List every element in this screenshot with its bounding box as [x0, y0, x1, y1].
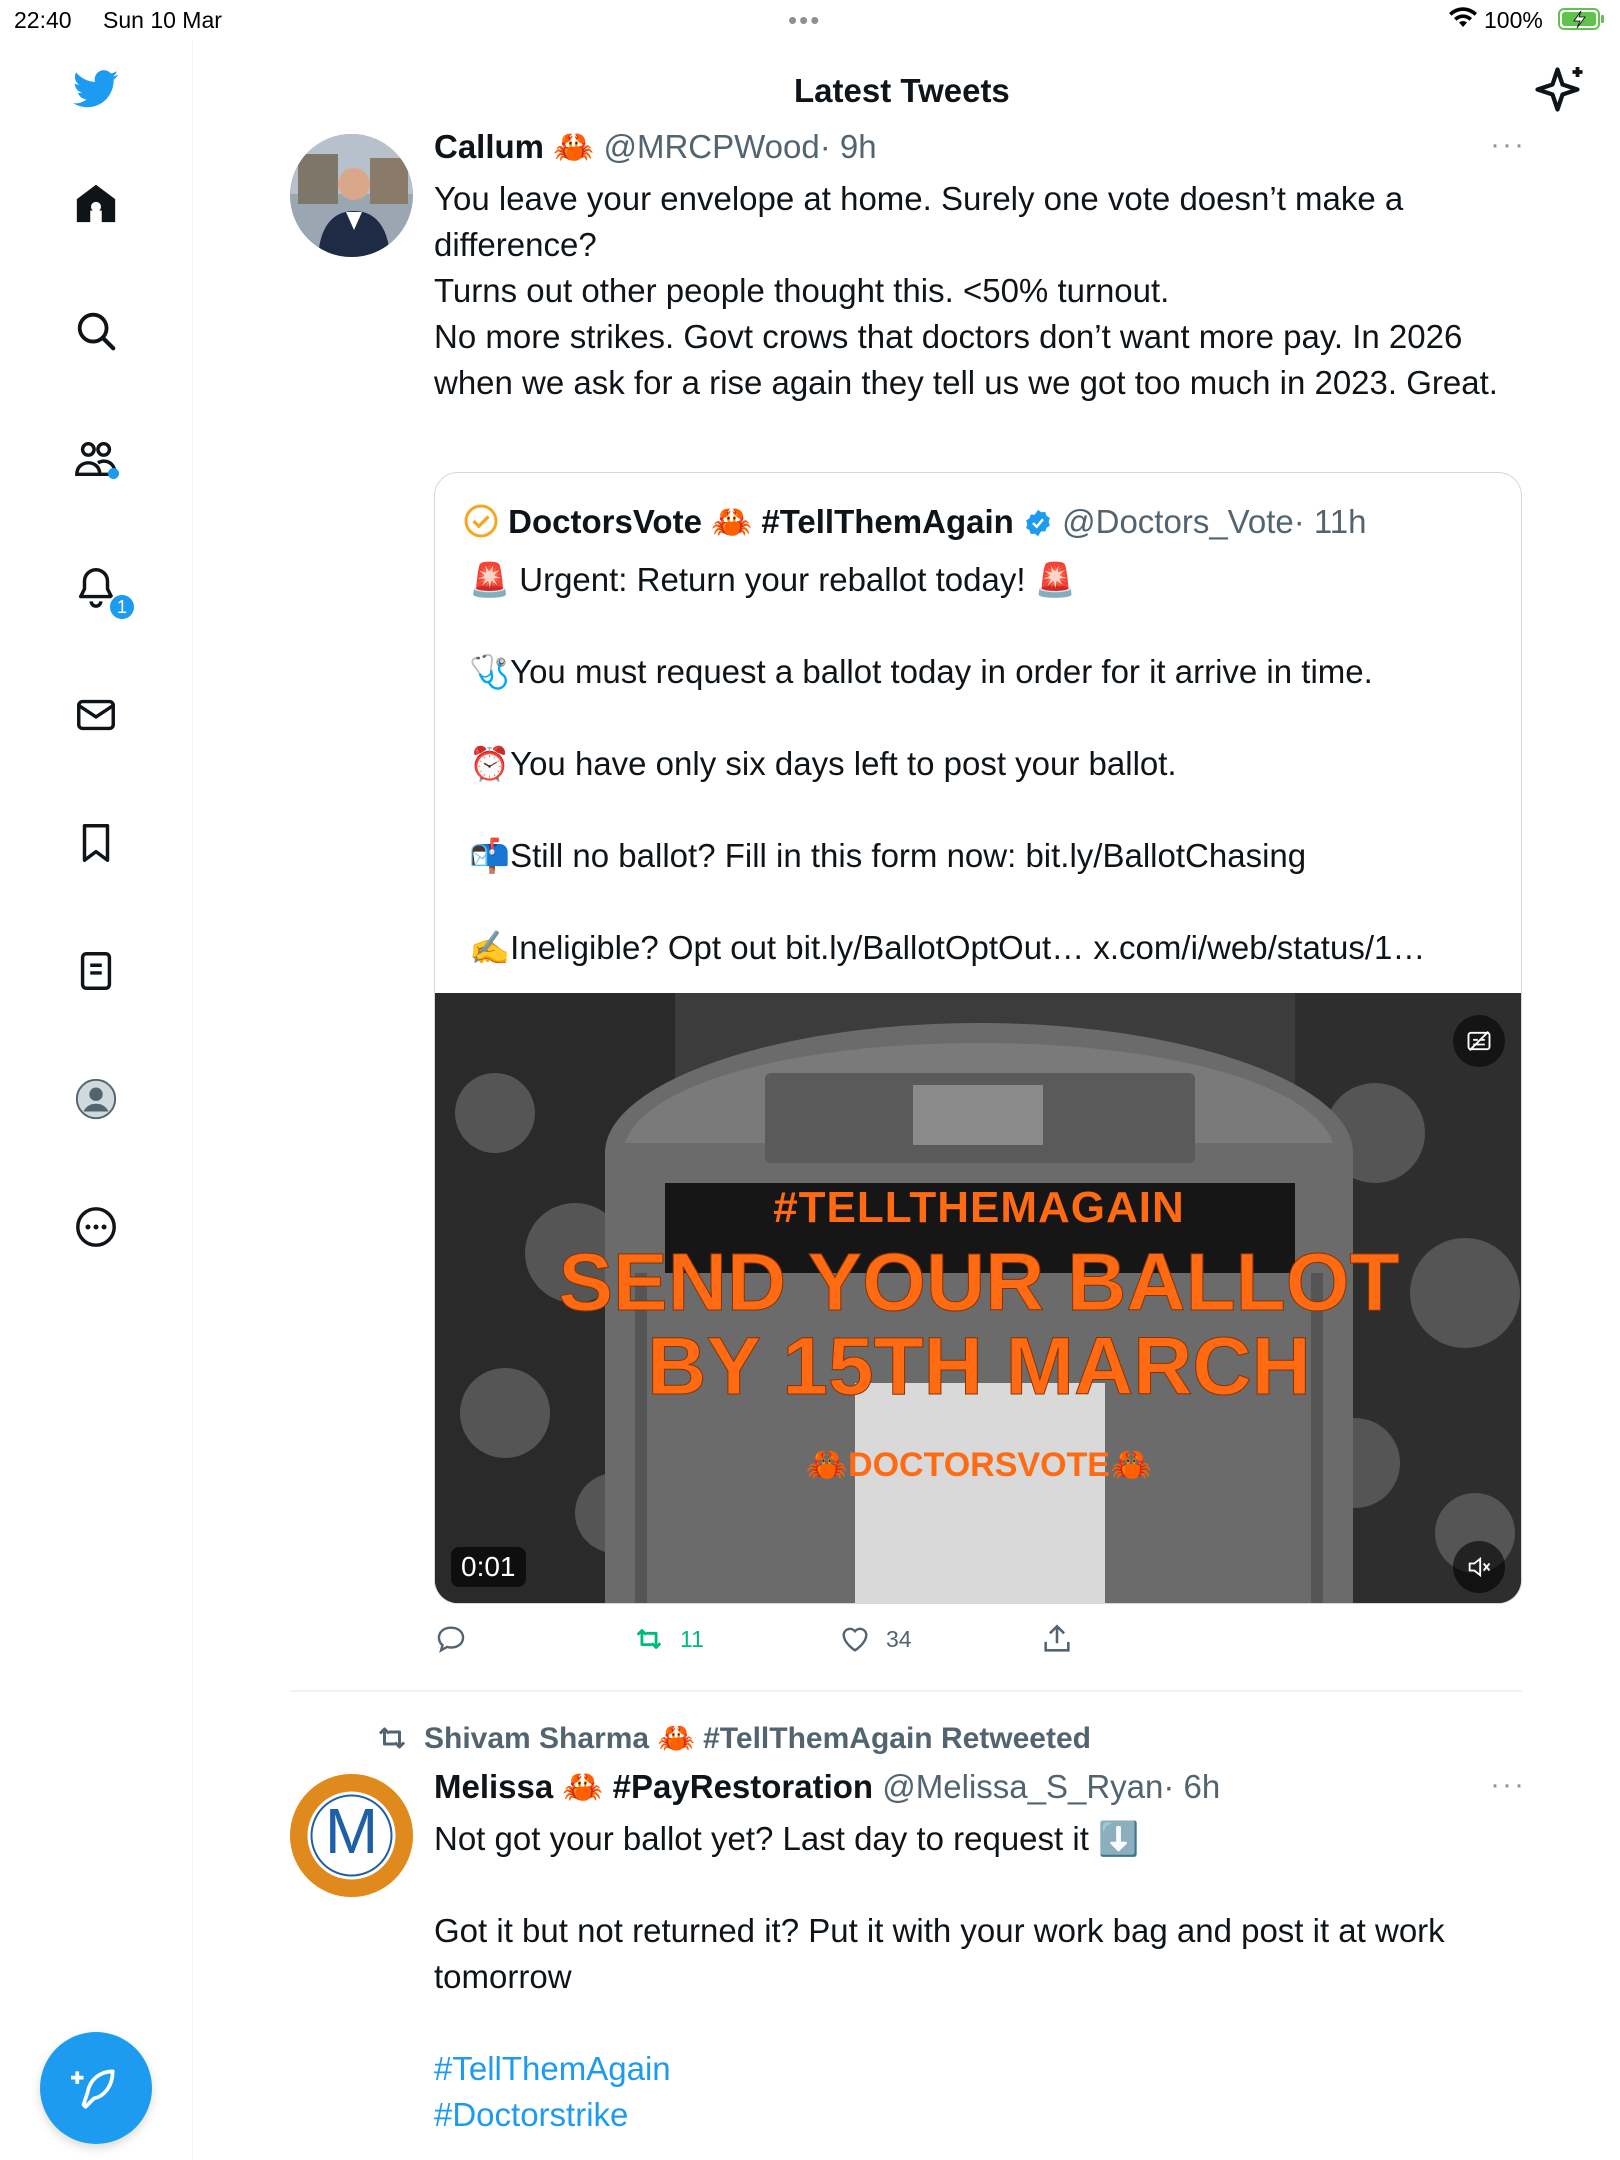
tweet-body: You leave your envelope at home. Surely one vote doesn’t make a difference? Turns out other people thought this. <50% turnout. No more strikes. Govt crows that doctors don’t want more pay. In 2026 when we ask for a rise again they tell us we got too much in 2023. Great. [434, 180, 1498, 401]
tweet-header [434, 128, 877, 167]
tweet-header [434, 1768, 1220, 1807]
compose-tweet-button[interactable] [40, 2032, 152, 2144]
retweeted-by-line [374, 1720, 1091, 1756]
avatar-letter: M [324, 1795, 379, 1867]
notifications-badge: 1 [108, 593, 136, 621]
multitasking-dots-icon[interactable]: ••• [788, 5, 822, 35]
reply-button[interactable] [434, 1622, 468, 1656]
timeline-header [194, 40, 1620, 140]
author-handle[interactable]: @Melissa_S_Ryan [882, 1768, 1164, 1805]
feather-plus-icon [71, 2063, 121, 2113]
author-name[interactable]: Melissa 🦀 #PayRestoration [434, 1768, 874, 1805]
share-icon [1040, 1622, 1074, 1656]
sidebar-nav [0, 40, 193, 2160]
more-options-circle-icon[interactable] [65, 1196, 127, 1258]
heart-icon [838, 1622, 872, 1656]
quote-tweet[interactable] [434, 472, 1522, 1604]
retweeted-by-text[interactable]: Shivam Sharma 🦀 #TellThemAgain Retweeted [424, 1721, 1091, 1755]
author-handle[interactable]: @MRCPWood [603, 128, 820, 165]
reply-bubble-icon [434, 1622, 468, 1656]
tweet-time: · 6h [1163, 1768, 1221, 1805]
communities-icon[interactable] [65, 428, 127, 490]
video-duration: 0:01 [451, 1547, 526, 1587]
video-hashtag: #TELLTHEMAGAIN [773, 1183, 1185, 1232]
like-button[interactable] [838, 1622, 912, 1656]
home-icon[interactable] [65, 172, 127, 234]
avatar-melissa[interactable] [290, 1774, 413, 1897]
video-headline-1: SEND YOUR BALLOT [558, 1237, 1400, 1328]
bookmark-icon[interactable] [65, 812, 127, 874]
retweet-button[interactable] [632, 1622, 704, 1656]
quote-video[interactable] [435, 993, 1522, 1604]
share-button[interactable] [1040, 1622, 1074, 1656]
captions-icon[interactable] [1453, 1015, 1505, 1067]
hashtag-link[interactable]: #TellThemAgain [434, 2050, 671, 2087]
avatar-callum[interactable] [290, 134, 413, 257]
quote-time: · 11h [1293, 503, 1367, 540]
mute-icon[interactable] [1453, 1541, 1505, 1593]
tweet-body-line1: Not got your ballot yet? Last day to request it ⬇️ [434, 1820, 1140, 1857]
quote-author-handle: @Doctors_Vote [1062, 503, 1294, 540]
tweet-time: · 9h [819, 128, 877, 165]
video-headline-2: BY 15TH MARCH [647, 1321, 1311, 1412]
profile-avatar-icon[interactable] [65, 1068, 127, 1130]
retweet-indicator-icon [374, 1720, 410, 1756]
status-bar [0, 0, 1620, 40]
video-tag: 🦀DOCTORSVOTE🦀 [805, 1446, 1153, 1484]
twitter-logo-icon[interactable] [65, 58, 127, 120]
communities-unread-dot [108, 468, 119, 479]
retweet-icon [632, 1622, 666, 1656]
like-count: 34 [886, 1625, 912, 1652]
tweet-more-icon[interactable]: ··· [1490, 128, 1526, 161]
status-time: 22:40 [14, 7, 72, 33]
author-name[interactable]: Callum 🦀 [434, 128, 595, 165]
quote-author-name: DoctorsVote 🦀 #TellThemAgain [508, 503, 1014, 540]
quote-header [463, 503, 1367, 542]
tweet-body-para2: Got it but not returned it? Put it with your work bag and post it at work tomorrow [434, 1912, 1454, 1995]
retweet-count: 11 [680, 1625, 704, 1652]
lists-icon[interactable] [65, 940, 127, 1002]
status-date: Sun 10 Mar [103, 7, 222, 33]
doctorsvote-avatar-icon [463, 503, 499, 539]
search-icon[interactable] [65, 300, 127, 362]
tweet-divider [290, 1690, 1522, 1692]
wifi-icon [1448, 6, 1478, 30]
battery-charging-icon [1558, 7, 1606, 31]
quote-body: 🚨 Urgent: Return your reballot today! 🚨 🩺You must request a ballot today in order for it arrive in time. ⏰You have only six days left to post your ballot. 📬Still no ballot? Fill in this form now: bit.ly/BallotChasing ✍️Ineligible? Opt out bit.ly/BallotOptOut… x.com/i/web/status/1… [469, 561, 1426, 966]
sparkle-icon[interactable] [1530, 62, 1590, 122]
tweet-more-icon[interactable]: ··· [1490, 1768, 1526, 1801]
page-title: Latest Tweets [794, 72, 1010, 109]
verified-badge-icon [1023, 508, 1053, 538]
battery-percent: 100% [1484, 7, 1543, 33]
messages-envelope-icon[interactable] [65, 684, 127, 746]
hashtag-link[interactable]: #Doctorstrike [434, 2096, 629, 2133]
